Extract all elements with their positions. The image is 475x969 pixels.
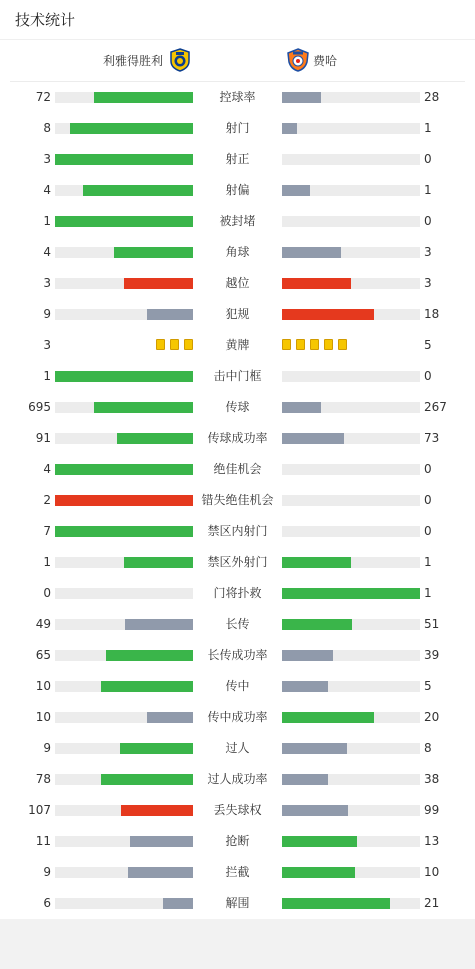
stat-home-bar-fill — [125, 619, 193, 630]
stat-home-bar-fill — [147, 309, 193, 320]
stat-away-bar — [282, 154, 420, 165]
stat-home-bar — [55, 247, 193, 258]
stat-row — [0, 113, 475, 144]
stat-home-value: 4 — [43, 183, 51, 197]
stat-away-value: 0 — [424, 214, 432, 228]
stat-row — [0, 733, 475, 764]
stat-away-bar — [282, 278, 420, 289]
stat-home-bar — [55, 898, 193, 909]
stat-away-bar-fill — [282, 681, 328, 692]
stat-row — [0, 361, 475, 392]
stat-row — [0, 578, 475, 609]
stat-away-bar-fill — [282, 898, 390, 909]
stat-home-value: 9 — [43, 307, 51, 321]
stat-away-value: 10 — [424, 865, 440, 879]
stat-away-value: 28 — [424, 90, 440, 104]
stat-home-value: 3 — [43, 152, 51, 166]
stat-away-bar-fill — [282, 712, 374, 723]
stat-home-bar — [55, 805, 193, 816]
stat-home-value: 65 — [35, 648, 51, 662]
stat-away-bar — [282, 805, 420, 816]
stat-row — [0, 547, 475, 578]
stat-away-bar-fill — [282, 650, 333, 661]
stat-label: 射偏 — [225, 183, 250, 197]
stat-away-bar — [282, 464, 420, 475]
stat-label: 传中 — [225, 679, 250, 693]
stat-away-bar — [282, 185, 420, 196]
stat-home-bar-fill — [147, 712, 193, 723]
stat-home-value: 7 — [43, 524, 51, 538]
stat-row — [0, 175, 475, 206]
stat-row — [0, 392, 475, 423]
stat-away-bar-fill — [282, 278, 351, 289]
stat-label: 长传 — [225, 617, 250, 631]
stat-label: 禁区外射门 — [207, 555, 268, 569]
stat-home-bar-fill — [101, 774, 193, 785]
stat-label: 被封堵 — [219, 214, 256, 228]
stat-row — [0, 795, 475, 826]
stat-away-bar — [282, 123, 420, 134]
stat-away-value: 73 — [424, 431, 440, 445]
stat-home-bar — [55, 371, 193, 382]
stat-label: 禁区内射门 — [207, 524, 268, 538]
yellow-card-icon — [170, 339, 179, 350]
stat-away-value: 267 — [424, 400, 447, 414]
stat-home-value: 10 — [35, 710, 51, 724]
stat-home-bar-fill — [94, 92, 193, 103]
home-yellow-cards — [151, 339, 193, 350]
stat-home-value: 9 — [43, 741, 51, 755]
stat-row — [0, 640, 475, 671]
stat-away-bar-fill — [282, 123, 297, 134]
stat-home-bar — [55, 216, 193, 227]
stat-home-bar — [55, 92, 193, 103]
stat-home-value: 3 — [43, 338, 51, 352]
stat-label: 抢断 — [225, 834, 250, 848]
stat-home-bar-fill — [124, 278, 193, 289]
yellow-card-icon — [324, 339, 333, 350]
stat-home-value: 1 — [43, 214, 51, 228]
stat-away-value: 1 — [424, 586, 432, 600]
stat-away-value: 99 — [424, 803, 440, 817]
stat-away-value: 18 — [424, 307, 440, 321]
stat-home-bar-fill — [124, 557, 193, 568]
stat-label: 射正 — [225, 152, 250, 166]
stat-away-value: 39 — [424, 648, 440, 662]
stat-row — [0, 888, 475, 919]
stat-home-value: 0 — [43, 586, 51, 600]
stat-home-bar — [55, 185, 193, 196]
away-yellow-cards — [282, 339, 352, 350]
stat-row — [0, 82, 475, 113]
stat-away-bar — [282, 557, 420, 568]
stat-away-value: 1 — [424, 555, 432, 569]
stat-row — [0, 299, 475, 330]
stat-home-bar — [55, 526, 193, 537]
stat-away-bar-fill — [282, 588, 420, 599]
stat-home-bar — [55, 836, 193, 847]
stat-home-bar-fill — [55, 371, 193, 382]
stat-away-bar-fill — [282, 433, 344, 444]
stat-label: 传球 — [225, 400, 250, 414]
stat-home-bar — [55, 154, 193, 165]
stat-away-bar-fill — [282, 92, 321, 103]
stat-away-bar — [282, 402, 420, 413]
stat-label: 越位 — [225, 276, 250, 290]
stat-home-bar — [55, 681, 193, 692]
stat-home-value: 695 — [28, 400, 51, 414]
stat-label: 拦截 — [225, 865, 250, 879]
stat-label: 控球率 — [219, 90, 256, 104]
stat-row — [0, 702, 475, 733]
stat-home-bar-fill — [83, 185, 193, 196]
away-team-name: 费哈 — [313, 53, 338, 68]
stat-away-bar — [282, 743, 420, 754]
stat-row — [0, 206, 475, 237]
al-nassr-logo-icon — [169, 48, 191, 72]
stat-home-bar-fill — [94, 402, 193, 413]
stat-home-bar-fill — [70, 123, 193, 134]
stat-away-bar-fill — [282, 836, 357, 847]
yellow-card-icon — [282, 339, 291, 350]
stat-away-value: 13 — [424, 834, 440, 848]
stat-label: 解围 — [225, 896, 250, 910]
stat-home-bar-fill — [130, 836, 193, 847]
stat-label: 过人成功率 — [207, 772, 268, 786]
yellow-card-icon — [156, 339, 165, 350]
stat-away-bar-fill — [282, 557, 351, 568]
home-team-name: 利雅得胜利 — [102, 53, 163, 68]
away-team[interactable] — [287, 48, 337, 72]
stat-label: 射门 — [225, 121, 250, 135]
stat-label: 犯规 — [225, 307, 250, 321]
stat-home-value: 6 — [43, 896, 51, 910]
stat-away-bar — [282, 247, 420, 258]
stat-row — [0, 764, 475, 795]
stat-home-bar-fill — [101, 681, 193, 692]
stat-home-bar — [55, 774, 193, 785]
stat-row — [0, 609, 475, 640]
stat-home-value: 3 — [43, 276, 51, 290]
home-team[interactable] — [103, 48, 191, 72]
stat-away-value: 8 — [424, 741, 432, 755]
stat-away-bar — [282, 433, 420, 444]
stat-label: 传中成功率 — [207, 710, 268, 724]
stat-away-bar — [282, 92, 420, 103]
stat-home-bar-fill — [128, 867, 193, 878]
stat-away-bar-fill — [282, 619, 352, 630]
stat-home-bar — [55, 650, 193, 661]
stat-home-bar-fill — [55, 464, 193, 475]
stat-away-value: 0 — [424, 369, 432, 383]
stat-away-value: 38 — [424, 772, 440, 786]
stat-away-bar — [282, 836, 420, 847]
stat-row — [0, 330, 475, 361]
stat-home-value: 1 — [43, 369, 51, 383]
stat-home-bar-fill — [120, 743, 193, 754]
stat-label: 丢失球权 — [213, 803, 262, 817]
yellow-card-icon — [184, 339, 193, 350]
stat-home-bar — [55, 309, 193, 320]
stat-row — [0, 144, 475, 175]
stat-row — [0, 454, 475, 485]
stat-away-value: 0 — [424, 462, 432, 476]
stat-home-bar — [55, 278, 193, 289]
stat-home-bar-fill — [121, 805, 193, 816]
stat-away-bar — [282, 712, 420, 723]
stat-home-value: 8 — [43, 121, 51, 135]
stat-home-value: 2 — [43, 493, 51, 507]
stat-home-bar — [55, 867, 193, 878]
stat-home-value: 1 — [43, 555, 51, 569]
stat-row — [0, 857, 475, 888]
stat-away-bar-fill — [282, 247, 341, 258]
stat-away-bar — [282, 774, 420, 785]
stat-home-value: 11 — [35, 834, 51, 848]
yellow-card-icon — [296, 339, 305, 350]
stat-away-bar — [282, 681, 420, 692]
stat-away-value: 3 — [424, 276, 432, 290]
stat-away-bar — [282, 650, 420, 661]
stat-away-bar-fill — [282, 185, 310, 196]
stat-home-bar-fill — [55, 495, 193, 506]
stat-away-bar — [282, 867, 420, 878]
stat-away-value: 0 — [424, 152, 432, 166]
stat-row — [0, 516, 475, 547]
stat-home-bar — [55, 712, 193, 723]
stat-away-bar-fill — [282, 774, 328, 785]
stat-label: 传球成功率 — [207, 431, 268, 445]
al-feiha-logo-icon — [287, 48, 309, 72]
stat-home-value: 10 — [35, 679, 51, 693]
stat-home-bar — [55, 557, 193, 568]
stat-label: 角球 — [225, 245, 250, 259]
stat-home-bar-fill — [55, 526, 193, 537]
stat-home-value: 4 — [43, 462, 51, 476]
stat-away-value: 0 — [424, 493, 432, 507]
stat-home-bar-fill — [117, 433, 193, 444]
stat-label: 长传成功率 — [207, 648, 268, 662]
stat-home-value: 4 — [43, 245, 51, 259]
stat-away-value: 5 — [424, 338, 432, 352]
stat-home-bar — [55, 495, 193, 506]
stat-home-value: 78 — [35, 772, 51, 786]
stat-away-bar — [282, 371, 420, 382]
stat-away-value: 21 — [424, 896, 440, 910]
stat-away-value: 0 — [424, 524, 432, 538]
stat-row — [0, 423, 475, 454]
stat-away-value: 20 — [424, 710, 440, 724]
stat-row — [0, 237, 475, 268]
stat-home-bar-fill — [163, 898, 193, 909]
stat-away-value: 5 — [424, 679, 432, 693]
yellow-card-icon — [310, 339, 319, 350]
stat-row — [0, 826, 475, 857]
stat-home-value: 72 — [35, 90, 51, 104]
stat-away-bar — [282, 588, 420, 599]
stat-away-bar — [282, 216, 420, 227]
stat-home-bar — [55, 402, 193, 413]
stat-row — [0, 485, 475, 516]
stat-home-bar-fill — [55, 154, 193, 165]
stat-home-bar-fill — [106, 650, 193, 661]
stat-home-bar — [55, 743, 193, 754]
stat-away-bar — [282, 309, 420, 320]
section-title: 技术统计 — [0, 0, 475, 40]
stat-home-bar — [55, 464, 193, 475]
stat-label: 黄牌 — [225, 338, 250, 352]
stat-row — [0, 671, 475, 702]
yellow-card-icon — [338, 339, 347, 350]
stat-away-bar-fill — [282, 805, 348, 816]
stat-home-value: 49 — [35, 617, 51, 631]
stat-home-bar-fill — [55, 216, 193, 227]
stat-home-bar — [55, 619, 193, 630]
stat-away-bar — [282, 898, 420, 909]
stat-home-bar — [55, 433, 193, 444]
stat-away-bar-fill — [282, 867, 355, 878]
stat-home-value: 9 — [43, 865, 51, 879]
stat-away-bar-fill — [282, 743, 347, 754]
stat-away-bar-fill — [282, 402, 321, 413]
stat-home-bar — [55, 588, 193, 599]
stat-home-value: 91 — [35, 431, 51, 445]
stat-away-bar — [282, 526, 420, 537]
stat-label: 错失绝佳机会 — [201, 493, 274, 507]
stat-label: 绝佳机会 — [213, 462, 262, 476]
stat-away-value: 1 — [424, 121, 432, 135]
stat-label: 过人 — [225, 741, 250, 755]
stat-away-bar — [282, 619, 420, 630]
stat-home-bar — [55, 123, 193, 134]
stat-home-bar-fill — [114, 247, 193, 258]
stat-away-value: 3 — [424, 245, 432, 259]
teams-header — [10, 40, 465, 82]
stat-away-value: 1 — [424, 183, 432, 197]
stat-row — [0, 268, 475, 299]
stat-away-bar — [282, 495, 420, 506]
stat-away-value: 51 — [424, 617, 440, 631]
stat-label: 击中门框 — [213, 369, 262, 383]
stat-away-bar-fill — [282, 309, 374, 320]
stat-home-value: 107 — [28, 803, 51, 817]
stat-label: 门将扑救 — [213, 586, 262, 600]
